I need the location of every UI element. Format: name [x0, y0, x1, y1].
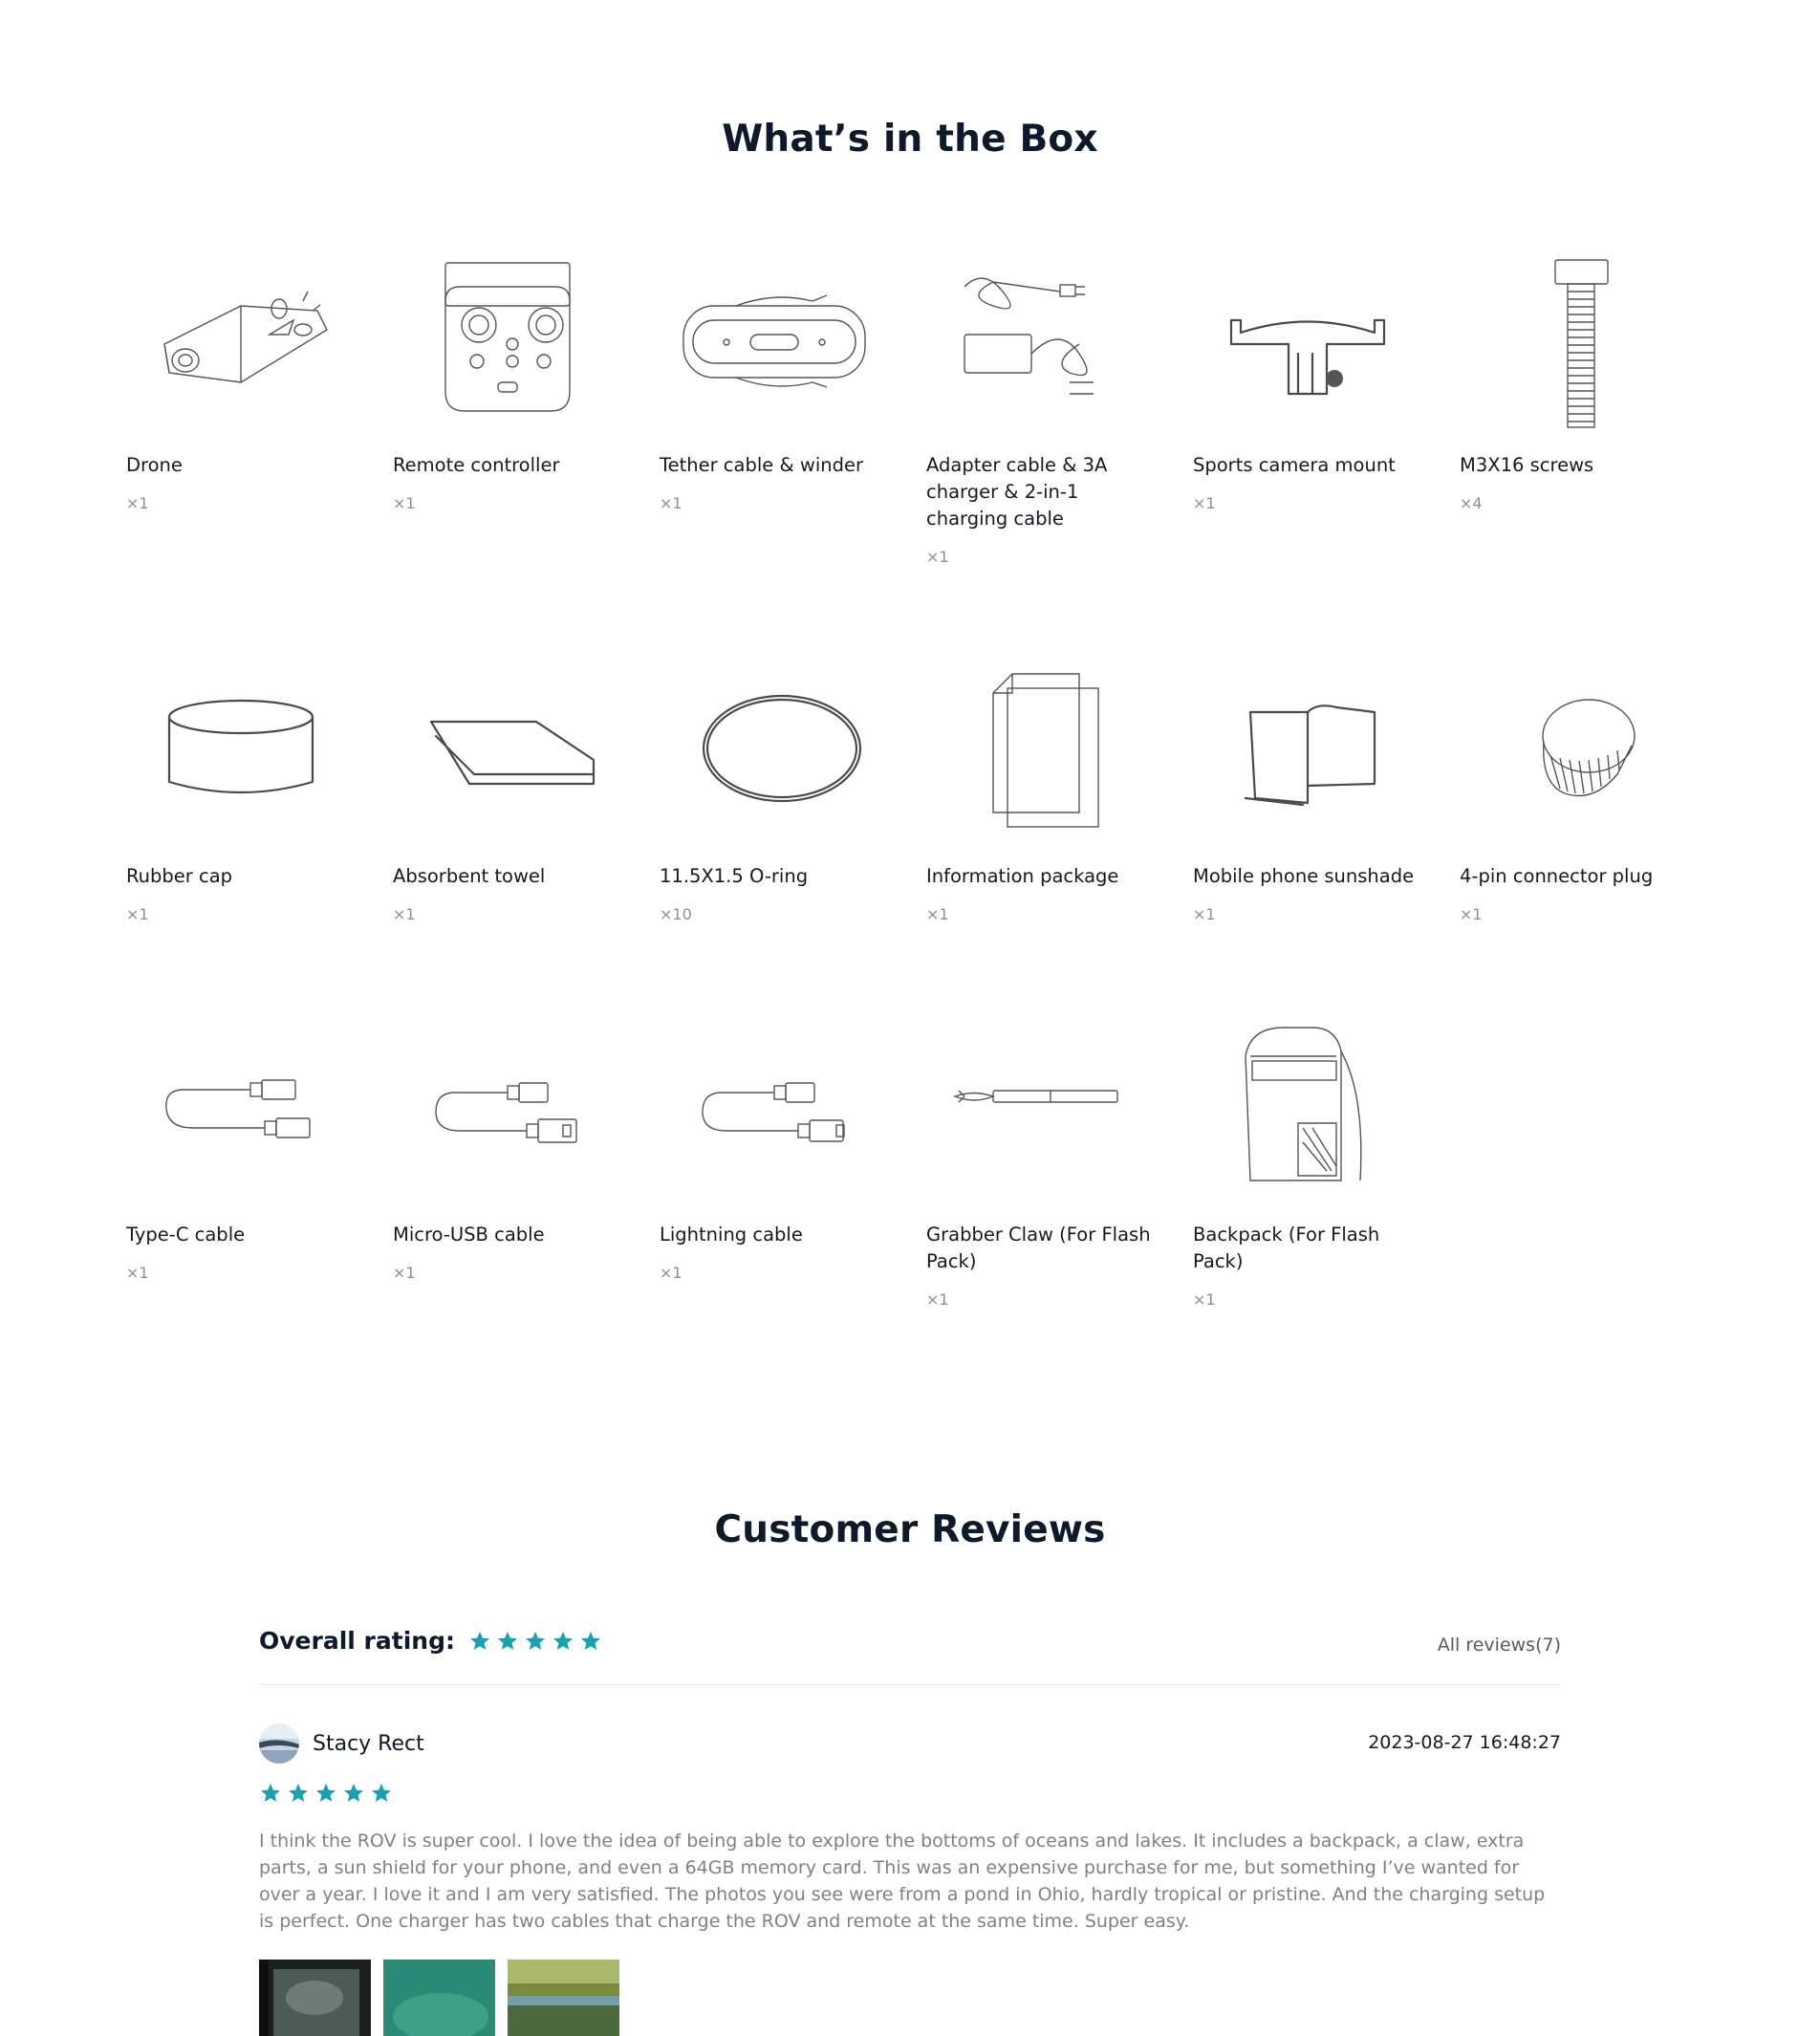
backpack-icon	[1193, 1018, 1422, 1209]
star-icon	[552, 1630, 574, 1653]
grabber-claw-icon	[926, 1018, 1156, 1209]
star-icon	[370, 1782, 393, 1805]
drone-icon	[126, 249, 356, 440]
box-item-name: Information package	[926, 865, 1119, 887]
o-ring-icon	[660, 660, 889, 851]
box-item-qty: ×1	[926, 1290, 949, 1309]
box-item-qty: ×1	[926, 905, 949, 923]
box-item-qty: ×1	[1460, 905, 1483, 923]
sunshade-icon	[1193, 660, 1422, 851]
box-item-name: Rubber cap	[126, 865, 233, 887]
connector-plug-icon	[1460, 660, 1689, 851]
overall-rating	[259, 1627, 602, 1655]
reviewer	[259, 1723, 424, 1764]
box-item-qty: ×1	[126, 494, 149, 512]
box-item-name: 11.5X1.5 O-ring	[660, 865, 809, 887]
review-photo[interactable]	[508, 1960, 619, 2036]
documents-icon	[926, 660, 1156, 851]
box-item-qty: ×1	[393, 494, 416, 512]
screw-icon	[1460, 249, 1689, 440]
review-date: 2023-08-27 16:48:27	[1368, 1732, 1561, 1753]
box-item-name: Type-C cable	[126, 1224, 246, 1245]
star-icon	[342, 1782, 365, 1805]
towel-icon	[393, 660, 622, 851]
reviews-section-title: Customer Reviews	[714, 1508, 1106, 1551]
review-photos	[259, 1960, 619, 2036]
box-item-name: Lightning cable	[660, 1224, 803, 1245]
divider	[259, 1684, 1561, 1685]
star-icon	[287, 1782, 310, 1805]
box-item-qty: ×1	[126, 1264, 149, 1282]
overall-stars	[468, 1630, 602, 1653]
review-photo[interactable]	[383, 1960, 495, 2036]
star-icon	[579, 1630, 602, 1653]
rubber-cap-icon	[126, 660, 356, 851]
box-item-name: Grabber Claw (For Flash Pack)	[926, 1224, 1151, 1272]
review-stars	[259, 1782, 393, 1805]
star-icon	[496, 1630, 519, 1653]
box-item-qty: ×1	[926, 548, 949, 566]
tether-winder-icon	[660, 249, 889, 440]
reviewer-name: Stacy Rect	[313, 1731, 424, 1756]
micro-usb-cable-icon	[393, 1018, 622, 1209]
review-text: I think the ROV is super cool. I love the idea of being able to explore the bottoms of oceans and lakes. It includes a backpack, a claw, extra parts, a sun shield for your phone, and even a 64GB memory card. This was an expensive purchase for me, but something I’ve wanted for over a year. I love it and I am very satisfied. The photos you see were from a pond in Ohio, hardly tropical or pristine. And the charging setup is perfect. One charger has two cables that charge the ROV and remote at the same time. Super easy.	[259, 1830, 1546, 1932]
overall-rating-label: Overall rating:	[259, 1627, 455, 1655]
box-item-qty: ×1	[393, 1264, 416, 1282]
type-c-cable-icon	[126, 1018, 356, 1209]
box-item-name: 4-pin connector plug	[1460, 865, 1654, 887]
box-item-qty: ×1	[1193, 905, 1216, 923]
box-item-name: Sports camera mount	[1193, 454, 1396, 476]
star-icon	[259, 1782, 282, 1805]
box-item-qty: ×10	[660, 905, 692, 923]
box-item-name: Tether cable & winder	[660, 454, 863, 476]
box-item-qty: ×1	[1193, 1290, 1216, 1309]
review-photo[interactable]	[259, 1960, 371, 2036]
box-item-name: Drone	[126, 454, 183, 476]
box-item-qty: ×1	[126, 905, 149, 923]
all-reviews-link[interactable]: All reviews(7)	[1437, 1635, 1561, 1656]
box-section-title: What’s in the Box	[722, 118, 1098, 161]
star-icon	[314, 1782, 337, 1805]
star-icon	[524, 1630, 547, 1653]
avatar	[259, 1723, 299, 1764]
box-item-name: Remote controller	[393, 454, 560, 476]
lightning-cable-icon	[660, 1018, 889, 1209]
remote-controller-icon	[393, 249, 622, 440]
box-item-name: Absorbent towel	[393, 865, 546, 887]
box-item-qty: ×1	[660, 1264, 682, 1282]
star-icon	[468, 1630, 491, 1653]
box-item-name: Micro-USB cable	[393, 1224, 545, 1245]
charger-icon	[926, 249, 1156, 440]
box-item-name: Mobile phone sunshade	[1193, 865, 1415, 887]
box-item-qty: ×1	[393, 905, 416, 923]
box-item-qty: ×1	[660, 494, 682, 512]
box-item-name: Adapter cable & 3A charger & 2-in-1 charging cable	[926, 454, 1108, 530]
camera-mount-icon	[1193, 249, 1422, 440]
box-item-qty: ×4	[1460, 494, 1483, 512]
box-item-name: M3X16 screws	[1460, 454, 1594, 476]
box-item-name: Backpack (For Flash Pack)	[1193, 1224, 1380, 1272]
box-item-qty: ×1	[1193, 494, 1216, 512]
